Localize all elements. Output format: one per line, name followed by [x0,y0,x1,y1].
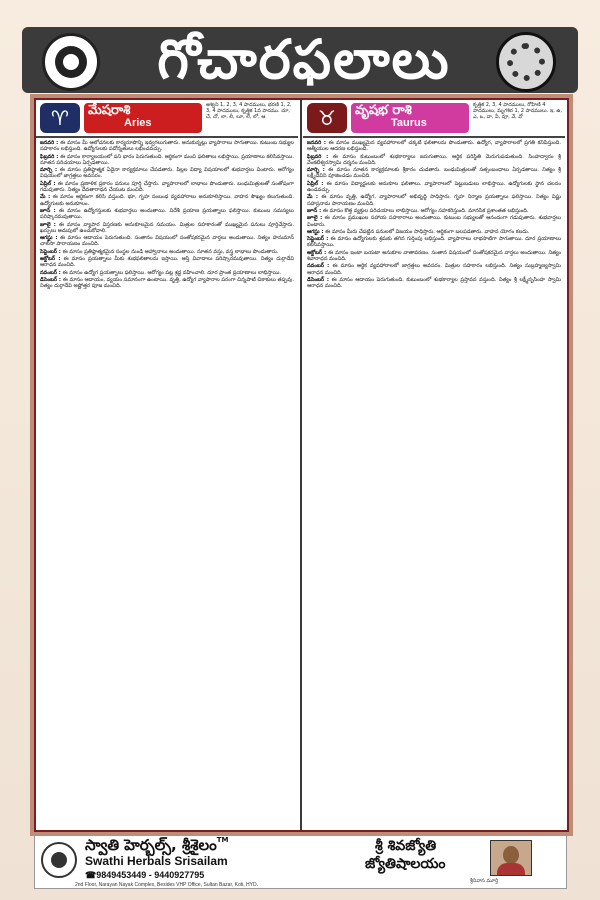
month-text: ఈ మాసం కొత్త వ్యక్తుల పరిచయాలు లాభిస్తాయి. ఆరోగ్యం సహకరిస్తుంది. మానసిక ప్రశాంతత లభిస్తుంది. [322,207,529,214]
month-label: ఆగస్టు : [40,235,58,242]
month-text: ఈ మాసం వ్యాపార విస్తరణకు అనుకూలమైన సమయం. మిత్రుల సహకారంతో ముఖ్యమైన పనులు పూర్తిచేస్తారు. ఖర్చులు అదుపులో ఉంచుకోవాలి. [40,221,294,234]
month-entry [40,154,294,167]
taurus-monthly-list [303,138,565,293]
month-label: అక్టోబర్ : [307,249,327,256]
aries-name-en: Aries [124,117,152,129]
month-label: మార్చి : [307,167,325,174]
astrologer-name: శ్రీనివాస మూర్తి [470,878,499,884]
subhatithi-logo [42,33,100,91]
aries-name-te: మేషరాశి [88,103,131,118]
month-label: ఏప్రిల్ : [307,180,324,187]
herbals-logo-icon [41,842,77,878]
page-title: గోచారఫలాలు [157,28,451,91]
taurus-name-en: Taurus [391,117,427,129]
month-entry [40,277,294,290]
month-entry [40,256,294,269]
month-entry [307,140,561,153]
month-text: ఈ మాసం ఆదాయం, వ్యయం సమానంగా ఉంటాయి. వృత్తి, ఉద్యోగ వ్యాపారాల పరంగా చిన్నపాటి చికాకులు తప్పవు. నిత్యం దుర్గాదేవి అష్టోత్తర పూజ మంచిది. [40,276,294,290]
jyothi-title-line2: జ్యోతిషాలయం [365,856,446,872]
month-entry [40,194,294,207]
phone-numbers: ☎9849453449 - 9440927795 [85,870,205,880]
month-label: మార్చి : [40,167,58,174]
content-frame [34,98,569,832]
month-text: ఈ మాసం ప్రముఖుల సహాయ సహకారాలు అందుతాయి. కుటుంబ సభ్యులతో ఆనందంగా గడుపుతారు. శుభవార్తలు వింటారు. [307,215,562,228]
month-entry [40,249,294,255]
taurus-title-band [351,103,469,133]
month-text: ఈ మాసం ఉద్యోగస్తులకు శుభవార్తలు అందుతాయి. విదేశీ ప్రయాణ ప్రయత్నాలు ఫలిస్తాయి. కుటుంబ సమస్యలు పరిష్కారమవుతాయి. [40,207,294,221]
month-label: ఫిబ్రవరి : [40,153,59,160]
month-label: జూలై : [307,215,323,222]
month-text: ఈ మాసం ముఖ్యమైన వ్యవహారాలలో చక్కటి ఫలితాలను పొందుతారు. ఉద్యోగ, వ్యాపారాలలో ప్రగతి కనిపిస్తుంది. ఆత్మీయుల ఆదరణ లభిస్తుంది. [307,140,561,153]
month-entry [307,167,561,180]
month-label: జనవరి : [307,140,326,146]
header-banner [22,27,578,93]
month-text: ఈ మాసం ప్రతిష్ఠాత్మక ఏదైనా కార్యక్రమాలు చేపడతారు. పిల్లల విద్యా విషయాలలో శుభవార్తలు వింటారు. ఆరోగ్యం విషయంలో జాగ్రత్తలు అవసరం. [40,167,294,180]
month-text: ఈ మాసం ఇంటా బయటా అనుకూల వాతావరణం. సంతాన విషయంలో సంతోషకరమైన వార్తలు అందుతాయి. నిత్యం శివారాధన మంచిది. [307,249,561,263]
month-entry [40,270,294,276]
month-entry [307,263,561,276]
month-entry [307,277,561,290]
month-entry [40,222,294,235]
month-text: ఈ మాసం ఉద్యోగ ప్రయత్నాలు ఫలిస్తాయి. ఆరోగ్యం పట్ల శ్రద్ధ వహించాలి. దూర ప్రాంత ప్రయాణాలు లాభిస్తాయి. [62,269,282,276]
month-text: ఈ మాసం ఆర్థికంగా కలిసి వస్తుంది. భూ, గృహ సంబంధ వ్యవహారాలు అనుకూలిస్తాయి. వాహన సౌఖ్యం కలుగుతుంది. ఉద్యోగులకు అనుకూలం. [40,194,294,207]
taurus-header [303,100,565,138]
month-label: మే : [40,194,51,201]
month-text: ఈ మాసం మీరు చేపట్టిన పనులలో విజయం సాధిస్తారు. ఆర్థికంగా బలపడతారు. వాహన యోగం కలదు. [325,228,530,235]
column-divider [300,100,302,830]
month-label: నవంబర్ : [307,263,330,270]
month-entry [307,181,561,194]
month-label: జూన్ : [40,207,56,214]
month-label: సెప్టెంబర్ : [40,248,61,255]
month-text: ఈ మాసం ఉద్యోగులకు శ్రమకు తగిన గుర్తింపు లభిస్తుంది. వ్యాపారాలు లాభసాటిగా సాగుతాయి. దూర ప్రయాణాలు కలిసివస్తాయి. [307,236,562,249]
month-label: జూన్ : [307,207,322,214]
month-text: ఈ మాసం కుటుంబంలో శుభకార్యాలు జరుగుతాయి. ఆర్థిక పరిస్థితి మెరుగుపడుతుంది. సింహద్వారం శ్రీ వేంకటేశ్వరస్వామి దర్శనం మంచిది. [307,153,561,166]
bull-icon: ♉ [307,103,347,133]
month-label: సెప్టెంబర్ : [307,236,329,243]
month-entry [307,154,561,167]
month-entry [40,140,294,153]
month-label: జనవరి : [40,140,59,146]
month-label: ఆగస్టు : [307,228,324,235]
jyothi-title-line1: శ్రీ శివజ్యోతి [375,838,437,854]
month-text: ఈ మాసం ఆదాయం పెరుగుతుంది. సంతానం విషయంలో సంతోషకరమైన వార్తలు అందుతాయి. నిత్యం హనుమాన్ చాలీసా పారాయణం మంచిది. [40,235,295,248]
month-text: ఈ మాసం ఆర్థిక వ్యవహారాలలో జాగ్రత్తలు అవసరం. మిత్రుల సహకారం లభిస్తుంది. నిత్యం సుబ్రహ్మణ్యస్వామి ఆరాధన మంచిది. [307,263,561,276]
month-entry [40,181,294,194]
month-entry [307,215,561,228]
month-label: డిసెంబర్ : [40,276,61,283]
month-label: జూలై : [40,221,56,228]
zodiac-wheel-icon [496,32,556,92]
month-text: ఈ మాసం ప్రణాళిక ప్రకారం పనులు పూర్తి చేస్తారు. వ్యాపారాలలో లాభాలు పొందుతారు. బంధుమిత్రులతో సంతోషంగా గడుపుతారు. నిత్యం దేవతారాధన చేయుట మంచిది. [40,180,294,194]
astrologer-photo [490,840,532,876]
month-entry [40,235,294,248]
month-entry [307,194,561,207]
taurus-nakshatra-desc: కృత్తిక 2, 3, 4 పాదములు, రోహిణి 4 పాదములు, మృగశిర 1, 2 పాదములు. ఇ, ఉ, ఎ, ఒ, వా, వీ, వూ, వే, వో [473,102,562,120]
aries-column [36,100,298,830]
address-line: 2nd Floor, Narayan Nayak Complex, Besides VHP Office, Sultan Bazar, Koti, HYD. [75,882,258,888]
ram-icon: ♈ [40,103,80,133]
month-label: మే : [307,194,318,201]
month-entry [307,229,561,235]
month-text: ఈ మాసం ప్రతిష్ఠాత్మకమైన సంస్థల నుండి ఆహ్వానాలు అందుతాయి. నూతన వస్తు, వస్త్ర లాభాలు పొందుతారు. [62,248,279,255]
month-label: ఫిబ్రవరి : [307,153,329,160]
month-entry [307,250,561,263]
month-label: డిసెంబర్ : [307,276,329,283]
month-entry [307,236,561,249]
footer-ad [34,835,567,889]
taurus-name-te: వృషభ రాశి [355,103,412,118]
month-label: నవంబర్ : [40,269,61,276]
month-text: ఈ మాసం విద్యార్థులకు అనుకూల ఫలితాలు. వ్యాపారాలలో పెట్టుబడులు లాభిస్తాయి. ఉద్యోగులకు స్థాన చలనం ఉండవచ్చు. [307,180,561,194]
month-text: ఈ మాసం ప్రయత్నాలు మీకు శుభఫలితాలను ఇస్తాయి. ఆస్తి వివాదాలు పరిష్కారమవుతాయి. నిత్యం దుర్గాదేవి ఆరాధన మంచిది. [40,256,294,269]
month-text: ఈ మాసం ఆదాయం పెరుగుతుంది. కుటుంబంలో శుభకార్యాల ప్రస్తావన వస్తుంది. నిత్యం శ్రీ లక్ష్మీనృసింహ స్వామి ఆరాధన మంచిది. [307,276,561,290]
month-text: ఈ మాసం వృత్తి, ఉద్యోగ, వ్యాపారాలలో అభివృద్ధి సాధిస్తారు. గృహ నిర్మాణ ప్రయత్నాలు ఫలిస్తాయి. నిత్యం విష్ణు సహస్రనామ పారాయణం మంచిది. [307,194,562,207]
herbals-brand-te-text: స్వాతి హెర్బల్స్, శ్రీశైలం [85,836,217,854]
trademark-mark: TM [216,836,229,844]
month-text: ఈ మాసం మీ ఆలోచనలకు కార్యరూపొన్ని ఇవ్వగలుగుతారు. అనుకున్నట్లు వ్యాపారాలు సాగుతాయి. కుటుంబ సభ్యుల సహకారం లభిస్తుంది. ఉద్యోగులకు పదోన్నతులు లభించవచ్చు. [40,140,294,153]
month-entry [307,208,561,214]
aries-title-band [84,103,202,133]
herbals-brand-en: Swathi Herbals Srisailam [85,854,228,868]
month-text: ఈ మాసం నూతన కార్యక్రమాలకు శ్రీకారం చుడతారు. బంధుమిత్రులతో సత్సంబంధాలు ఏర్పడతాయి. నిత్యం శ్రీ లక్ష్మీదేవిని పూజించడం మంచిది. [307,167,561,180]
month-label: అక్టోబర్ : [40,256,61,263]
aries-nakshatra-desc: అశ్విని 1, 2, 3, 4 పాదములు, భరణి 1, 2, 3, 4 పాదములు, కృత్తిక 1వ పాదము. చూ, చే, చో, లా, లీ, లూ, లే, లో, ఆ [206,102,292,120]
month-text: ఈ మాసం కార్యాలయంలో పని భారం పెరుగుతుంది. ఆర్థికంగా మంచి ఫలితాలు లభిస్తాయి. ప్రయాణాలు కలిసివస్తాయి. నూతన పరిచయాలు ఏర్పడతాయి. [40,153,294,166]
month-label: ఏప్రిల్ : [40,180,56,187]
taurus-column [303,100,565,830]
month-entry [40,167,294,180]
aries-header [36,100,298,138]
month-entry [40,208,294,221]
aries-monthly-list [36,138,298,293]
